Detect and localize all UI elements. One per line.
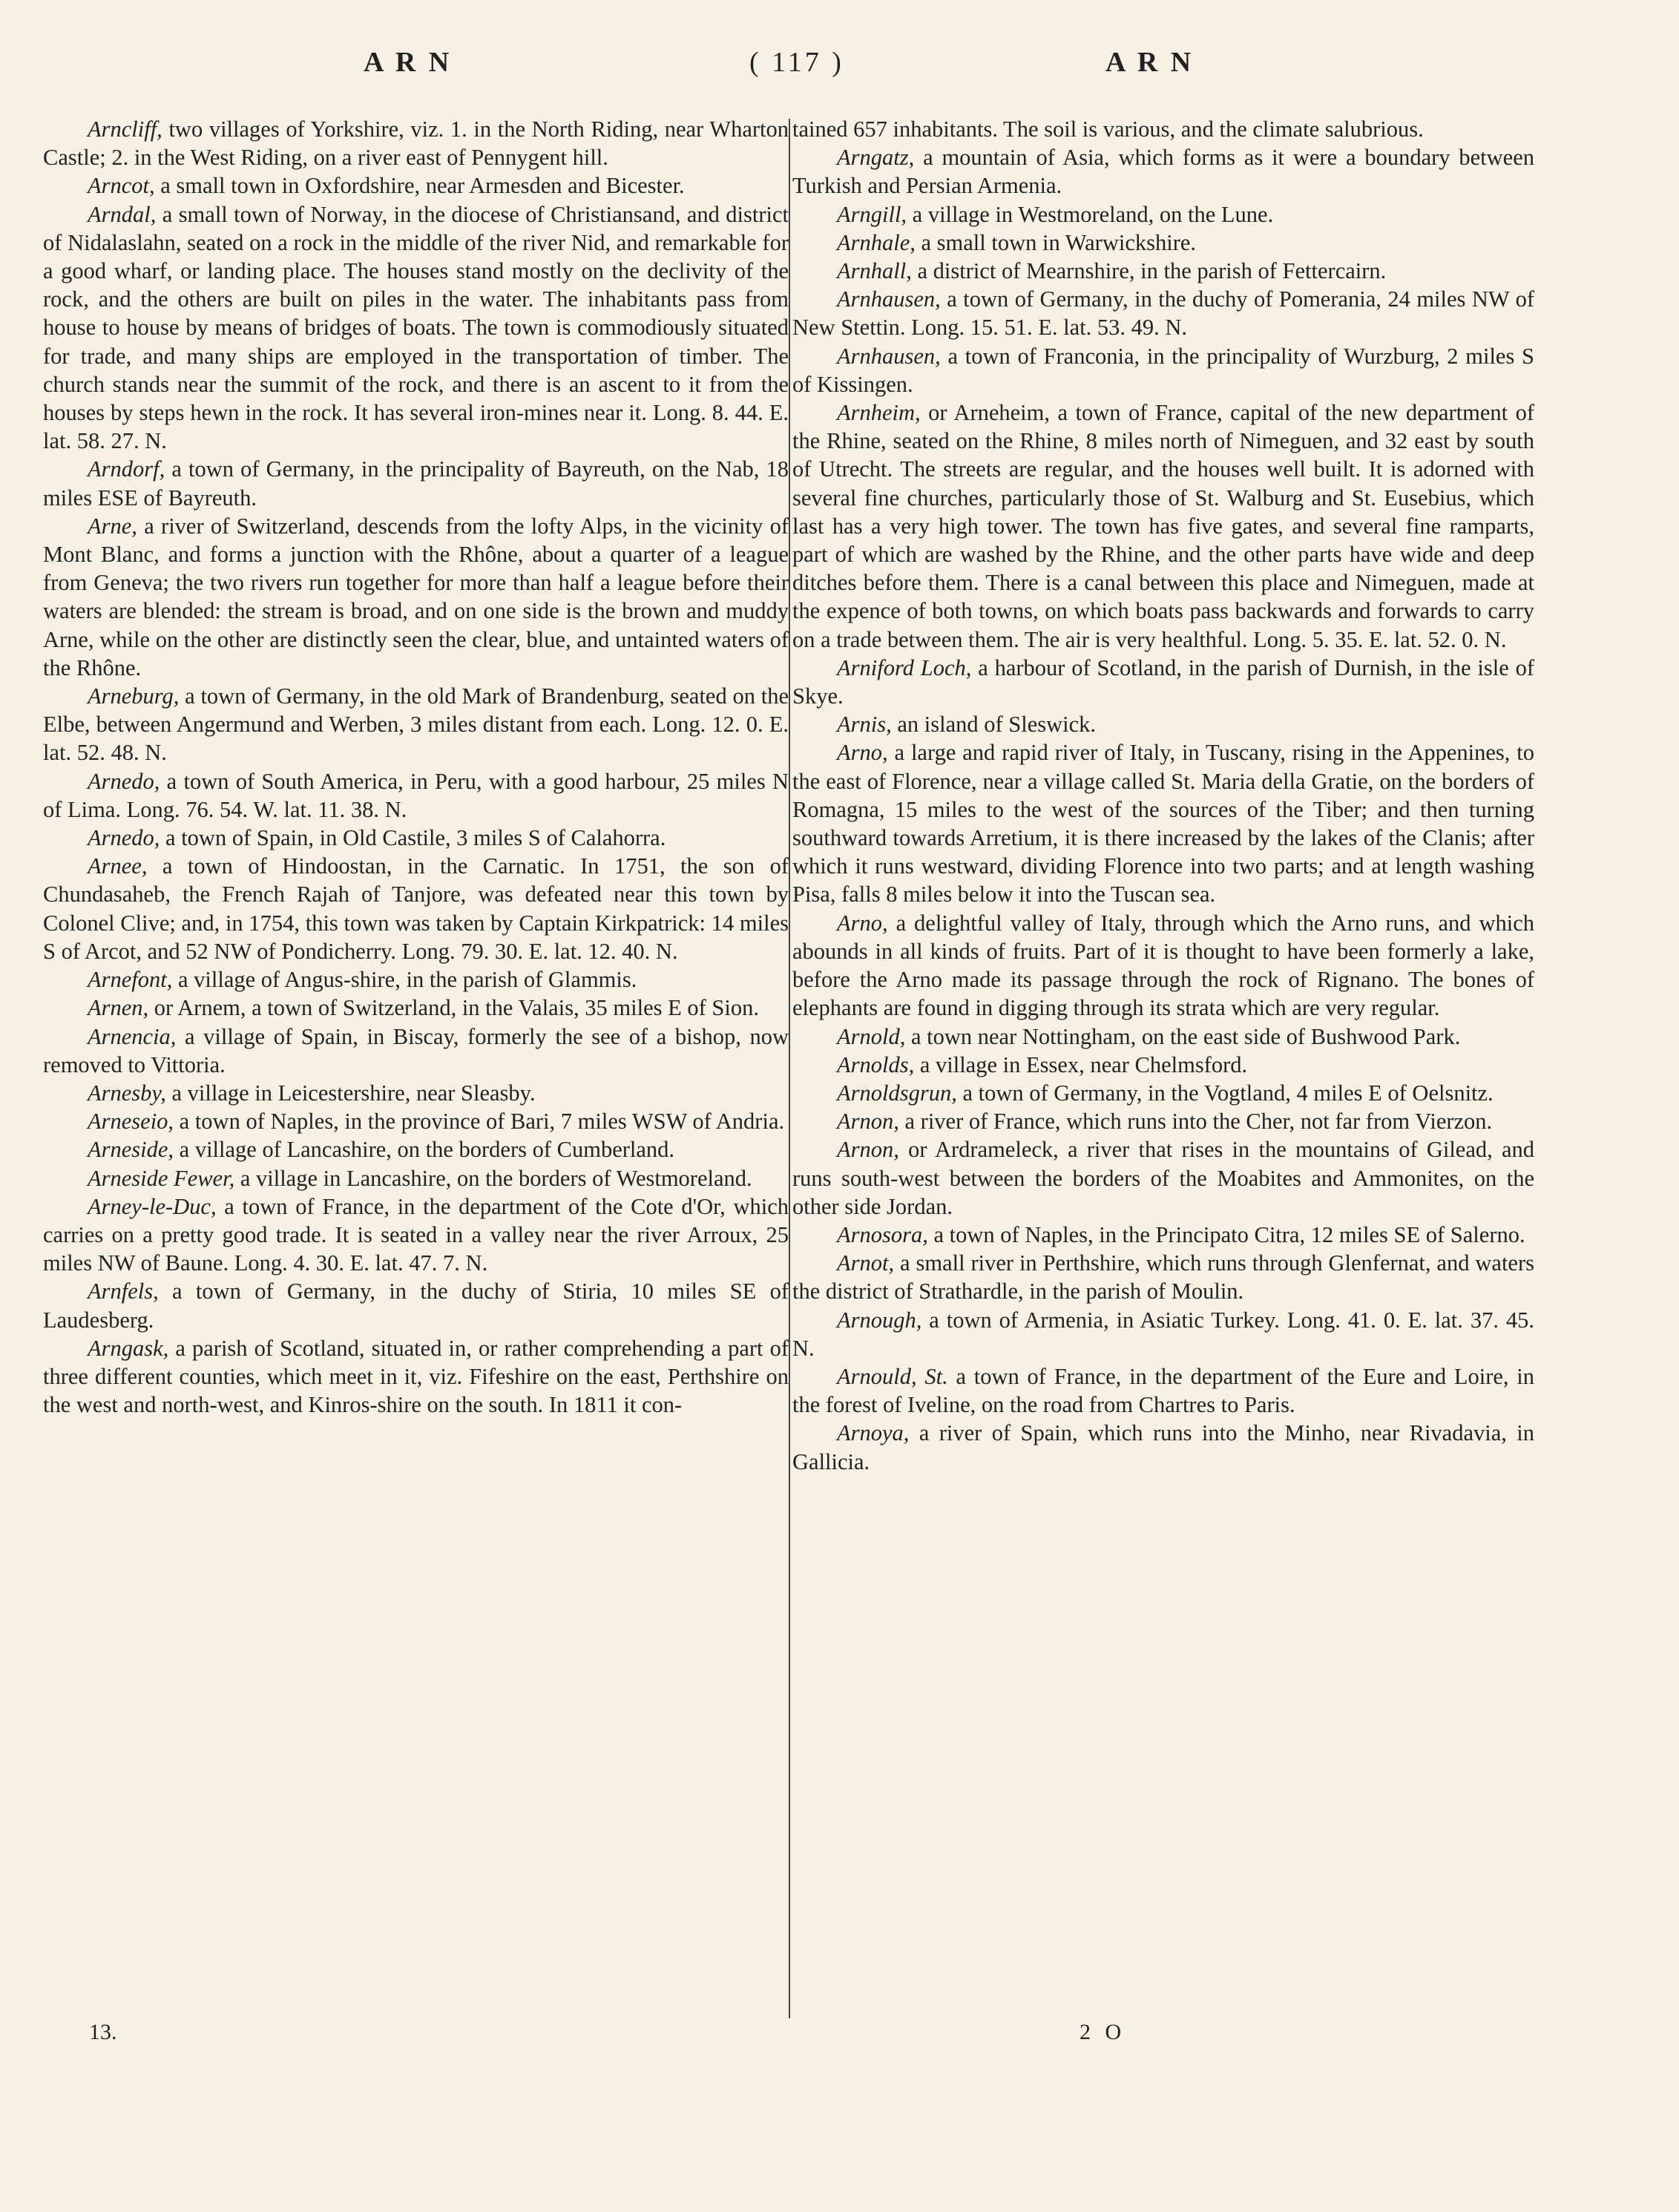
entry-text: a town of Germany, in the old Mark of Brandenburg, seated on the Elbe, between Angermund and Werben, 3 miles distant from each. Long. 12. 0. E. lat. 52. 48. N. [43,683,789,766]
entry-text: a parish of Scotland, situated in, or rather comprehending a part of three different counties, which meet in it, viz. Fifeshire on the east, Perthshire on the west and north-west, and Kinros-shire on the south. In 1811 it con- [43,1335,789,1418]
gazetteer-entry [43,1079,789,1107]
entry-text: a mountain of Asia, which forms as it were a boundary between Turkish and Persian Armenia. [792,145,1534,199]
entry-text: a village in Essex, near Chelmsford. [914,1051,1248,1077]
entry-headword: Arnot, [837,1250,895,1276]
entry-headword: Arnon, [837,1109,899,1135]
gazetteer-entry [792,229,1534,257]
entry-text: a town of Naples, in the Principato Citra, 12 miles SE of Salerno. [927,1221,1525,1247]
gazetteer-entry [43,852,789,965]
gazetteer-entry [792,1107,1534,1135]
gazetteer-entry [792,909,1534,1023]
entry-headword: Arnencia, [88,1023,177,1049]
gazetteer-entry [792,1362,1534,1419]
gazetteer-entry [792,1221,1534,1249]
entry-text: a village in Lancashire, on the borders of Westmoreland. [234,1165,752,1191]
entry-text: a river of France, which runs into the Cher, not far from Vierzon. [898,1109,1493,1135]
entry-text: a village of Lancashire, on the borders of Cumberland. [174,1137,675,1163]
gazetteer-entry [43,1277,789,1333]
catchword: 2 O [1080,2020,1126,2044]
entry-headword: Arnhausen, [837,343,941,369]
gazetteer-entry [792,1135,1534,1221]
header-right: A R N [1105,47,1195,78]
entry-text: a town of Armenia, in Asiatic Turkey. Long. 41. 0. E. lat. 37. 45. N. [792,1307,1534,1361]
gazetteer-entry [792,342,1534,398]
entry-headword: Arnheim, [837,400,921,426]
entry-headword: Arngill, [837,201,907,227]
entry-headword: Arnough, [837,1307,922,1333]
gazetteer-entry [43,767,789,824]
gazetteer-entry [43,682,789,767]
gazetteer-entry [792,1051,1534,1079]
entry-headword: Arndorf, [88,456,165,482]
gazetteer-entry [43,994,789,1022]
entry-text: a town of Spain, in Old Castile, 3 miles S of Calahorra. [160,825,666,851]
entry-text: a village of Angus-shire, in the parish of Glammis. [172,967,637,993]
gazetteer-entry [792,1249,1534,1305]
entry-headword: Arnedo, [88,825,160,851]
running-header [119,46,1514,91]
gazetteer-entry [43,115,789,171]
gazetteer-entry [792,257,1534,285]
entry-headword: Arne, [88,513,137,539]
gazetteer-entry [43,1023,789,1079]
entry-headword: Arnhale, [837,229,916,255]
gazetteer-entry [792,285,1534,341]
entry-headword: Arneside, [88,1137,174,1163]
entry-headword: Arnhausen, [837,286,941,312]
entry-text: a town of Germany, in the duchy of Stiria, 10 miles SE of Laudesberg. [43,1279,789,1333]
entry-text: a town of Germany, in the principality of Bayreuth, on the Nab, 18 miles ESE of Bayreuth. [43,456,789,511]
entry-headword: Arnon, [837,1137,899,1163]
entry-headword: Arncliff, [88,116,162,142]
entry-headword: Arndal, [88,201,157,227]
entry-text: tained 657 inhabitants. The soil is various, and the climate salubrious. [792,116,1424,142]
gazetteer-entry [792,143,1534,200]
entry-headword: Arnis, [837,712,892,738]
entry-headword: Arngask, [88,1335,169,1361]
entry-text: a village in Westmoreland, on the Lune. [907,201,1274,227]
entry-text: a town of France, in the department of the Eure and Loire, in the forest of Iveline, on the road from Chartres to Paris. [792,1363,1535,1418]
entry-text: a town near Nottingham, on the east side of Bushwood Park. [905,1023,1461,1049]
entry-text: a small river in Perthshire, which runs through Glenfernat, and waters the district of Strathardle, in the parish of Moulin. [792,1250,1534,1304]
entry-headword: Arnefont, [88,967,173,993]
left-column [43,115,789,1419]
entry-text: a small town of Norway, in the diocese of Christiansand, and district of Nidalaslahn, seated on a rock in the middle of the river Nid, and remarkable for a good wharf, or landing place. The houses stand mostly on the declivity of the rock, and the others are built on piles in the water. The inhabitants pass from house to house by means of bridges of boats. The town is commodiously situated for trade, and many ships are employed in the transportation of timber. The church stands near the summit of the rock, and there is an ascent to it from the houses by steps hewn in the rock. It has several iron-mines near it. Long. 8. 44. E. lat. 58. 27. N. [43,201,789,454]
entry-headword: Arnee, [88,853,148,879]
entry-headword: Arnoldsgrun, [837,1080,957,1106]
gazetteer-entry [792,710,1534,738]
gazetteer-entry [43,1135,789,1164]
entry-text: a village of Spain, in Biscay, formerly the see of a bishop, now removed to Vittoria. [43,1023,789,1077]
gazetteer-entry [792,1419,1534,1475]
gazetteer-entry [43,512,789,682]
gazetteer-entry [792,738,1534,908]
entry-headword: Arnesby, [88,1080,166,1106]
entry-headword: Arnoya, [837,1420,910,1446]
entry-headword: Arney-le-Duc, [88,1193,217,1219]
entry-text: a town of Franconia, in the principality of Wurzburg, 2 miles S of Kissingen. [792,343,1534,397]
entry-headword: Arngatz, [837,145,915,171]
entry-text: a town of Germany, in the duchy of Pomerania, 24 miles NW of New Stettin. Long. 15. 51. E. lat. 53. 49. N. [792,286,1534,341]
entry-text: two villages of Yorkshire, viz. 1. in the North Riding, near Wharton Castle; 2. in the West Riding, on a river east of Pennygent hill. [43,116,789,171]
signature-mark: 13. [89,2020,117,2044]
entry-headword: Arnold, [837,1023,906,1049]
entry-text: or Arnem, a town of Switzerland, in the Valais, 35 miles E of Sion. [148,995,759,1021]
entry-text: a town of South America, in Peru, with a good harbour, 25 miles N of Lima. Long. 76. 54. W. lat. 11. 38. N. [43,768,789,822]
right-column [792,115,1534,1476]
gazetteer-entry [792,1306,1534,1362]
gazetteer-entry [43,171,789,200]
gazetteer-entry [792,398,1534,654]
gazetteer-entry [792,115,1534,143]
entry-text: a town of Naples, in the province of Bari, 7 miles WSW of Andria. [174,1109,785,1135]
entry-text: a river of Spain, which runs into the Minho, near Rivadavia, in Gallicia. [792,1420,1534,1474]
entry-text: or Ardrameleck, a river that rises in the mountains of Gilead, and runs south-west between the borders of the Moabites and Ammonites, on the other side Jordan. [792,1137,1534,1219]
gazetteer-entry [792,200,1534,229]
gazetteer-entry [43,1164,789,1192]
column-divider [789,119,790,2018]
gazetteer-entry [43,1334,789,1420]
gazetteer-entry [43,965,789,994]
entry-text: a large and rapid river of Italy, in Tuscany, rising in the Appenines, to the east of Florence, near a village called St. Maria della Gratie, on the borders of Romagna, 15 miles to the west of the sources of the Tiber; and then turning southward towards Arretium, it is there increased by the lakes of the Clanis; after which it runs westward, dividing Florence into two parts; and at length washing Pisa, falls 8 miles below it into the Tuscan sea. [792,740,1534,908]
entry-text: a town of Hindoostan, in the Carnatic. In 1751, the son of Chundasaheb, the French Rajah of Tanjore, was defeated near this town by Colonel Clive; and, in 1754, this town was taken by Captain Kirkpatrick: 14 miles S of Arcot, and 52 NW of Pondicherry. Long. 79. 30. E. lat. 12. 40. N. [43,853,789,964]
entry-text: a town of Germany, in the Vogtland, 4 miles E of Oelsnitz. [956,1080,1494,1106]
entry-headword: Arneseio, [88,1109,174,1135]
entry-headword: Arneside Fewer, [88,1165,235,1191]
page-number: ( 117 ) [749,47,844,78]
entry-headword: Arno, [837,910,888,936]
gazetteer-entry [792,1023,1534,1051]
entry-headword: Arnhall, [837,258,912,284]
header-left: A R N [364,47,453,78]
gazetteer-entry [43,824,789,852]
gazetteer-entry [792,1079,1534,1107]
entry-text: or Arneheim, a town of France, capital of the new department of the Rhine, seated on the Rhine, 8 miles north of Nimeguen, and 32 east by south of Utrecht. The streets are regular, and the houses well built. It is adorned with several fine churches, particularly those of St. Walburg and St. Eusebius, which last has a very high tower. The town has five gates, and several fine ramparts, part of which are washed by the Rhine, and the other parts have wide and deep ditches before them. There is a canal between this place and Nimeguen, made at the expence of both towns, on which boats pass backwards and forwards to carry on a trade between them. The air is very healthful. Long. 5. 35. E. lat. 52. 0. N. [792,400,1534,652]
entry-text: a harbour of Scotland, in the parish of Durnish, in the isle of Skye. [792,654,1535,709]
entry-text: a district of Mearnshire, in the parish of Fettercairn. [911,258,1387,284]
entry-headword: Arnould, St. [837,1363,948,1389]
gazetteer-entry [43,455,789,511]
entry-headword: Arno, [837,740,888,766]
gazetteer-entry [792,654,1534,710]
entry-headword: Arnosora, [837,1221,928,1247]
entry-text: a river of Switzerland, descends from the lofty Alps, in the vicinity of Mont Blanc, and forms a junction with the Rhône, about a quarter of a league from Geneva; the two rivers run together for more than half a league before their waters are blended: the stream is broad, and on one side is the brown and muddy Arne, while on the other are distinctly seen the clear, blue, and untainted waters of the Rhône. [43,513,789,680]
gazetteer-entry [43,1107,789,1135]
gazetteer-entry [43,1192,789,1278]
entry-headword: Arncot, [88,173,155,199]
entry-headword: Arniford Loch, [837,654,972,680]
entry-text: a small town in Oxfordshire, near Armesden and Bicester. [154,173,685,199]
entry-text: a delightful valley of Italy, through which the Arno runs, and which abounds in all kinds of fruits. Part of it is thought to have been formerly a lake, before the Arno made its passage through the rock of Rignano. The bones of elephants are found in digging through its strata which are very regular. [792,910,1534,1021]
entry-headword: Arnedo, [88,768,160,794]
entry-headword: Arnolds, [837,1051,915,1077]
entry-headword: Arneburg, [88,683,180,709]
entry-text: a small town in Warwickshire. [915,229,1197,255]
entry-headword: Arnen, [88,995,149,1021]
entry-headword: Arnfels, [88,1279,159,1304]
entry-text: a town of France, in the department of the Cote d'Or, which carries on a pretty good trade. It is seated in a valley near the river Arroux, 25 miles NW of Baune. Long. 4. 30. E. lat. 47. 7. N. [43,1193,789,1276]
entry-text: an island of Sleswick. [891,712,1097,738]
entry-text: a village in Leicestershire, near Sleasby. [165,1080,536,1106]
gazetteer-entry [43,200,789,456]
